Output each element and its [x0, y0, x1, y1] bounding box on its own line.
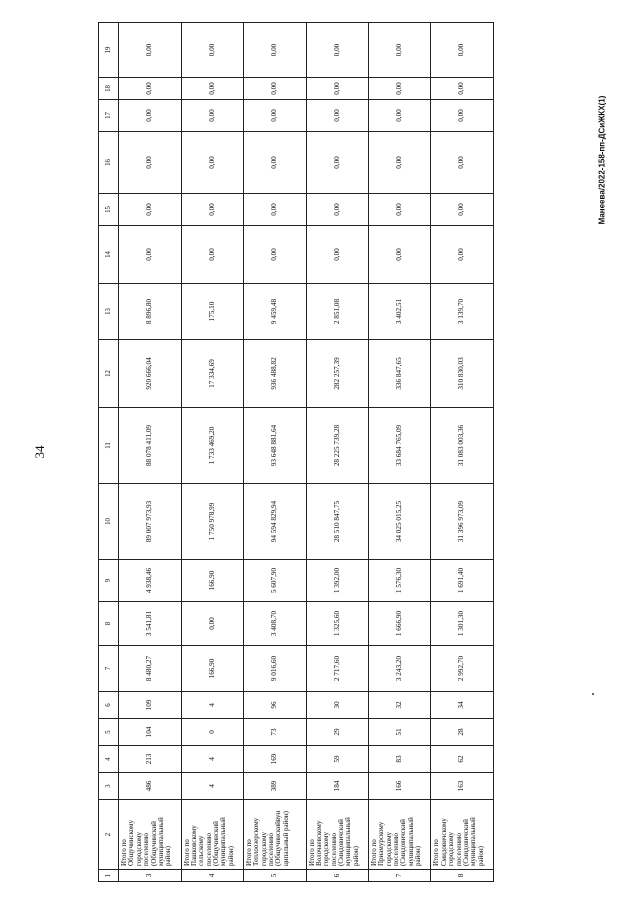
page-number: 34 [32, 445, 47, 459]
table-cell: 0,00 [181, 100, 243, 132]
table-cell: 34 [431, 692, 494, 719]
table-cell: 920 666,04 [119, 340, 181, 408]
table-cell: 51 [369, 719, 431, 746]
table-cell: 1 301,30 [431, 602, 494, 646]
table-cell: 73 [244, 719, 306, 746]
header-cell: 10 [99, 484, 119, 560]
table-cell: 0,00 [181, 226, 243, 284]
table-cell: 0,00 [369, 78, 431, 100]
table-cell: 0,00 [306, 23, 368, 78]
table-cell: 1 325,60 [306, 602, 368, 646]
table-cell: 2 992,70 [431, 646, 494, 692]
table-cell: 0,00 [431, 23, 494, 78]
table-cell: 3 408,70 [244, 602, 306, 646]
table-cell: 310 830,03 [431, 340, 494, 408]
table-cell: 0,00 [369, 100, 431, 132]
row-name-cell: Итого по Общучинскому городскому поселению (Общучинский муниципальный район) [119, 800, 181, 870]
row-name-cell: Итого по Пашковскому сельскому поселению (Общучинский муниципальный район) [181, 800, 243, 870]
table-cell: 3 139,70 [431, 284, 494, 340]
table-cell: 166 [369, 773, 431, 800]
header-cell: 2 [99, 800, 119, 870]
table-row [181, 23, 243, 882]
table-cell: 2 851,08 [306, 284, 368, 340]
header-cell: 16 [99, 132, 119, 194]
table-cell: 486 [119, 773, 181, 800]
header-cell: 4 [99, 746, 119, 773]
table-cell: 0 [181, 719, 243, 746]
table-cell: 0,00 [119, 226, 181, 284]
table-cell: 0,00 [244, 78, 306, 100]
table-row [431, 23, 494, 882]
table-cell: 59 [306, 746, 368, 773]
row-name-cell: Итого по Волочаевскому городскому поселению (Смидовичский муниципальный район) [306, 800, 368, 870]
table-cell: 166,90 [181, 560, 243, 602]
header-cell: 3 [99, 773, 119, 800]
table-cell: 4 [181, 773, 243, 800]
table-cell: 4 [181, 746, 243, 773]
header-cell: 11 [99, 408, 119, 484]
table-cell: 0,00 [181, 132, 243, 194]
table-cell: 1 733 469,20 [181, 408, 243, 484]
table-cell: 5 607,90 [244, 560, 306, 602]
header-cell: 1 [99, 870, 119, 882]
table-cell: 0,00 [369, 132, 431, 194]
table-body [99, 23, 494, 882]
data-table [98, 22, 494, 882]
header-cell: 13 [99, 284, 119, 340]
row-number-cell: 8 [431, 870, 494, 882]
table-cell: 89 007 973,93 [119, 484, 181, 560]
table-cell: 213 [119, 746, 181, 773]
header-cell: 17 [99, 100, 119, 132]
table-cell: 0,00 [181, 194, 243, 226]
table-cell: 0,00 [306, 132, 368, 194]
table-cell: 936 488,82 [244, 340, 306, 408]
table-cell: 0,00 [244, 226, 306, 284]
table-cell: 4 938,46 [119, 560, 181, 602]
table-cell: 9 016,60 [244, 646, 306, 692]
table-cell: 169 [244, 746, 306, 773]
header-cell: 18 [99, 78, 119, 100]
table-cell: 3 243,20 [369, 646, 431, 692]
table-cell: 94 594 829,94 [244, 484, 306, 560]
table-cell: 0,00 [369, 194, 431, 226]
table-cell: 0,00 [119, 78, 181, 100]
table-cell: 0,00 [369, 23, 431, 78]
table-cell: 389 [244, 773, 306, 800]
speck [592, 693, 594, 695]
row-name-cell: Итого по Теплоозерскому городскому поселению (Общучинскийвун ципальный район) [244, 800, 306, 870]
table-cell: 0,00 [181, 78, 243, 100]
header-cell: 14 [99, 226, 119, 284]
table-row [119, 23, 181, 882]
table-cell: 166,90 [181, 646, 243, 692]
table-cell: 0,00 [244, 194, 306, 226]
table-cell: 8 480,27 [119, 646, 181, 692]
table-cell: 31 083 003,36 [431, 408, 494, 484]
table-cell: 30 [306, 692, 368, 719]
table-cell: 8 896,80 [119, 284, 181, 340]
table-cell: 109 [119, 692, 181, 719]
header-cell: 8 [99, 602, 119, 646]
table-cell: 93 648 881,64 [244, 408, 306, 484]
table-cell: 0,00 [306, 194, 368, 226]
table-cell: 2 717,60 [306, 646, 368, 692]
table-cell: 0,00 [119, 194, 181, 226]
table-cell: 0,00 [244, 23, 306, 78]
table-cell: 0,00 [431, 226, 494, 284]
header-cell: 9 [99, 560, 119, 602]
table-cell: 1 576,30 [369, 560, 431, 602]
row-number-cell: 3 [119, 870, 181, 882]
table-cell: 0,00 [306, 226, 368, 284]
table-cell: 3 541,81 [119, 602, 181, 646]
table-cell: 28 [431, 719, 494, 746]
table-container [98, 22, 494, 882]
table-row [369, 23, 431, 882]
row-number-cell: 7 [369, 870, 431, 882]
table-cell: 1 392,00 [306, 560, 368, 602]
table-cell: 4 [181, 692, 243, 719]
table-cell: 9 459,48 [244, 284, 306, 340]
row-number-cell: 5 [244, 870, 306, 882]
table-cell: 0,00 [181, 602, 243, 646]
table-row [244, 23, 306, 882]
header-cell: 15 [99, 194, 119, 226]
table-cell: 0,00 [119, 100, 181, 132]
table-cell: 0,00 [119, 23, 181, 78]
table-cell: 0,00 [431, 100, 494, 132]
table-cell: 17 334,69 [181, 340, 243, 408]
table-cell: 29 [306, 719, 368, 746]
table-cell: 0,00 [431, 194, 494, 226]
table-cell: 32 [369, 692, 431, 719]
table-cell: 0,00 [306, 100, 368, 132]
header-cell: 7 [99, 646, 119, 692]
table-cell: 88 078 411,09 [119, 408, 181, 484]
table-cell: 33 684 765,09 [369, 408, 431, 484]
table-cell: 34 025 015,25 [369, 484, 431, 560]
row-name-cell: Итого по Приамурскому городскому поселению (Смидовичский муниципальный район) [369, 800, 431, 870]
header-cell: 19 [99, 23, 119, 78]
table-cell: 62 [431, 746, 494, 773]
header-cell: 6 [99, 692, 119, 719]
table-cell: 184 [306, 773, 368, 800]
document-id: Манеева/2022-158-пп-ДСиЖКХ(1) [597, 95, 607, 225]
table-row [306, 23, 368, 882]
table-cell: 0,00 [306, 78, 368, 100]
table-cell: 0,00 [369, 226, 431, 284]
table-cell: 83 [369, 746, 431, 773]
row-name-cell: Итого по Смидовичскому городскому поселению (Смидовичский муниципальный район) [431, 800, 494, 870]
table-cell: 0,00 [431, 132, 494, 194]
table-cell: 104 [119, 719, 181, 746]
row-number-cell: 6 [306, 870, 368, 882]
table-cell: 336 847,65 [369, 340, 431, 408]
table-cell: 96 [244, 692, 306, 719]
header-row [99, 23, 119, 882]
table-cell: 0,00 [244, 132, 306, 194]
table-cell: 0,00 [244, 100, 306, 132]
header-cell: 5 [99, 719, 119, 746]
header-cell: 12 [99, 340, 119, 408]
table-cell: 3 402,51 [369, 284, 431, 340]
table-cell: 0,00 [181, 23, 243, 78]
row-number-cell: 4 [181, 870, 243, 882]
table-cell: 28 225 739,28 [306, 408, 368, 484]
table-cell: 0,00 [431, 78, 494, 100]
table-cell: 282 257,39 [306, 340, 368, 408]
table-cell: 28 510 847,75 [306, 484, 368, 560]
table-cell: 1 691,40 [431, 560, 494, 602]
table-cell: 31 396 973,09 [431, 484, 494, 560]
table-cell: 175,10 [181, 284, 243, 340]
table-cell: 1 750 978,99 [181, 484, 243, 560]
table-cell: 1 666,90 [369, 602, 431, 646]
table-cell: 163 [431, 773, 494, 800]
table-cell: 0,00 [119, 132, 181, 194]
